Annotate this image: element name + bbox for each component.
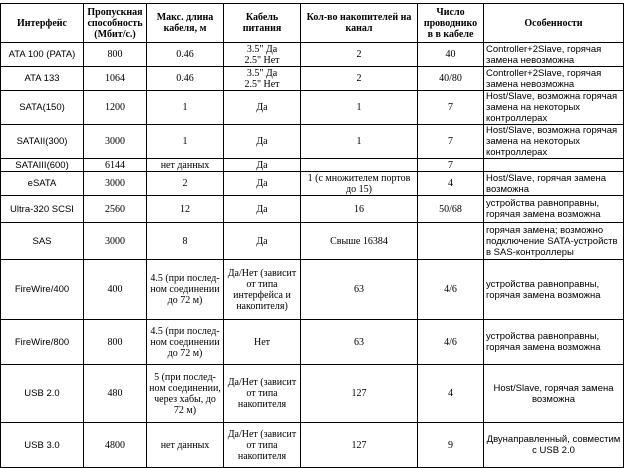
cell-features: устройства равноправны, горячая замена возможна (484, 196, 624, 223)
cell-length: 4.5 (при послед-ном соединении до 72 м) (147, 320, 224, 365)
cell-features: Двунаправленный, совместим с USB 2.0 (484, 423, 624, 468)
cell-speed: 3000 (84, 172, 147, 196)
cell-length: 0.46 (147, 67, 224, 91)
cell-power: 3.5" Да 2.5" Нет (224, 67, 301, 91)
cell-drives: 2 (301, 43, 418, 67)
header-row (1, 4, 624, 43)
cell-drives: 63 (301, 260, 418, 320)
cell-features: Controller+2Slave, горячая замена невозможна (484, 43, 624, 67)
cell-power: 3.5" Да 2.5" Нет (224, 43, 301, 67)
cell-speed: 2560 (84, 196, 147, 223)
cell-features: Host/Slave, горячая замена возможна (484, 172, 624, 196)
table-row (1, 159, 624, 172)
cell-speed: 480 (84, 365, 147, 423)
cell-drives: 63 (301, 320, 418, 365)
cell-length: 5 (при послед-ном соединении, через хабы, до 72 м) (147, 365, 224, 423)
table-row (1, 196, 624, 223)
cell-interface: SATAIII(600) (1, 159, 84, 172)
cell-power: Да (224, 223, 301, 260)
cell-wires: 7 (418, 159, 484, 172)
col-header-interface: Интерфейс (1, 4, 84, 43)
cell-length: 2 (147, 172, 224, 196)
cell-speed: 800 (84, 43, 147, 67)
cell-power: Да (224, 91, 301, 125)
cell-drives (301, 159, 418, 172)
cell-wires: 4 (418, 365, 484, 423)
cell-wires: 40 (418, 43, 484, 67)
table-row (1, 223, 624, 260)
cell-features: Controller+2Slave, горячая замена невозможна (484, 67, 624, 91)
cell-features (484, 159, 624, 172)
cell-speed: 1064 (84, 67, 147, 91)
cell-length: 1 (147, 125, 224, 159)
cell-wires: 4 (418, 172, 484, 196)
cell-wires: 4/6 (418, 260, 484, 320)
cell-drives: 16 (301, 196, 418, 223)
cell-features: Host/Slave, возможна горячая замена на некоторых контроллерах (484, 125, 624, 159)
cell-drives: 2 (301, 67, 418, 91)
cell-speed: 3000 (84, 125, 147, 159)
cell-drives: 1 (301, 125, 418, 159)
cell-features: Host/Slave, возможна горячая замена на некоторых контроллерах (484, 91, 624, 125)
cell-wires: 7 (418, 125, 484, 159)
cell-power: Да/Нет (зависит от типа накопителя (224, 423, 301, 468)
table-row (1, 260, 624, 320)
cell-wires: 9 (418, 423, 484, 468)
cell-interface: Ultra-320 SCSI (1, 196, 84, 223)
table-row (1, 365, 624, 423)
cell-speed: 4800 (84, 423, 147, 468)
cell-interface: ATA 100 (PATA) (1, 43, 84, 67)
cell-speed: 800 (84, 320, 147, 365)
cell-interface: SATA(150) (1, 91, 84, 125)
cell-power: Да (224, 159, 301, 172)
cell-wires: 50/68 (418, 196, 484, 223)
cell-interface: SAS (1, 223, 84, 260)
cell-interface: eSATA (1, 172, 84, 196)
table-row (1, 423, 624, 468)
cell-length: 8 (147, 223, 224, 260)
col-header-drives-per-channel: Кол-во накопителей на канал (301, 4, 418, 43)
table-row (1, 125, 624, 159)
cell-features: устройства равноправны, горячая замена возможна (484, 260, 624, 320)
cell-interface: SATAII(300) (1, 125, 84, 159)
cell-features: горячая замена; возможно подключение SATA-устройств в SAS-контроллеры (484, 223, 624, 260)
cell-drives: Свыше 16384 (301, 223, 418, 260)
cell-length: 0.46 (147, 43, 224, 67)
cell-speed: 400 (84, 260, 147, 320)
cell-interface: FireWire/400 (1, 260, 84, 320)
cell-length: нет данных (147, 423, 224, 468)
cell-length: 12 (147, 196, 224, 223)
cell-length: 1 (147, 91, 224, 125)
cell-interface: ATA 133 (1, 67, 84, 91)
cell-drives: 1 (с множителем портов до 15) (301, 172, 418, 196)
cell-wires: 7 (418, 91, 484, 125)
cell-speed: 3000 (84, 223, 147, 260)
cell-wires: 40/80 (418, 67, 484, 91)
cell-wires: 4/6 (418, 320, 484, 365)
table-row (1, 172, 624, 196)
table-row (1, 91, 624, 125)
col-header-bandwidth: Пропускная способность (Мбит/с.) (84, 4, 147, 43)
cell-features: Host/Slave, горячая замена возможна (484, 365, 624, 423)
cell-power: Да/Нет (зависит от типа накопителя (224, 365, 301, 423)
cell-speed: 1200 (84, 91, 147, 125)
cell-power: Да (224, 125, 301, 159)
cell-length: нет данных (147, 159, 224, 172)
cell-drives: 127 (301, 365, 418, 423)
col-header-cable-length: Макс. длина кабеля, м (147, 4, 224, 43)
cell-interface: USB 2.0 (1, 365, 84, 423)
cell-interface: FireWire/800 (1, 320, 84, 365)
cell-speed: 6144 (84, 159, 147, 172)
col-header-features: Особенности (484, 4, 624, 43)
cell-power: Да/Нет (зависит от типа интерфейса и накопителя) (224, 260, 301, 320)
table-row (1, 67, 624, 91)
interfaces-table (0, 3, 624, 468)
cell-power: Да (224, 196, 301, 223)
cell-features: устройства равноправны, горячая замена возможна (484, 320, 624, 365)
col-header-power-cable: Кабель питания (224, 4, 301, 43)
cell-length: 4.5 (при послед-ном соединении до 72 м) (147, 260, 224, 320)
table-row (1, 320, 624, 365)
col-header-wire-count: Число проводнико в в кабеле (418, 4, 484, 43)
table-row (1, 43, 624, 67)
cell-wires (418, 223, 484, 260)
cell-drives: 1 (301, 91, 418, 125)
cell-power: Да (224, 172, 301, 196)
cell-drives: 127 (301, 423, 418, 468)
cell-power: Нет (224, 320, 301, 365)
cell-interface: USB 3.0 (1, 423, 84, 468)
